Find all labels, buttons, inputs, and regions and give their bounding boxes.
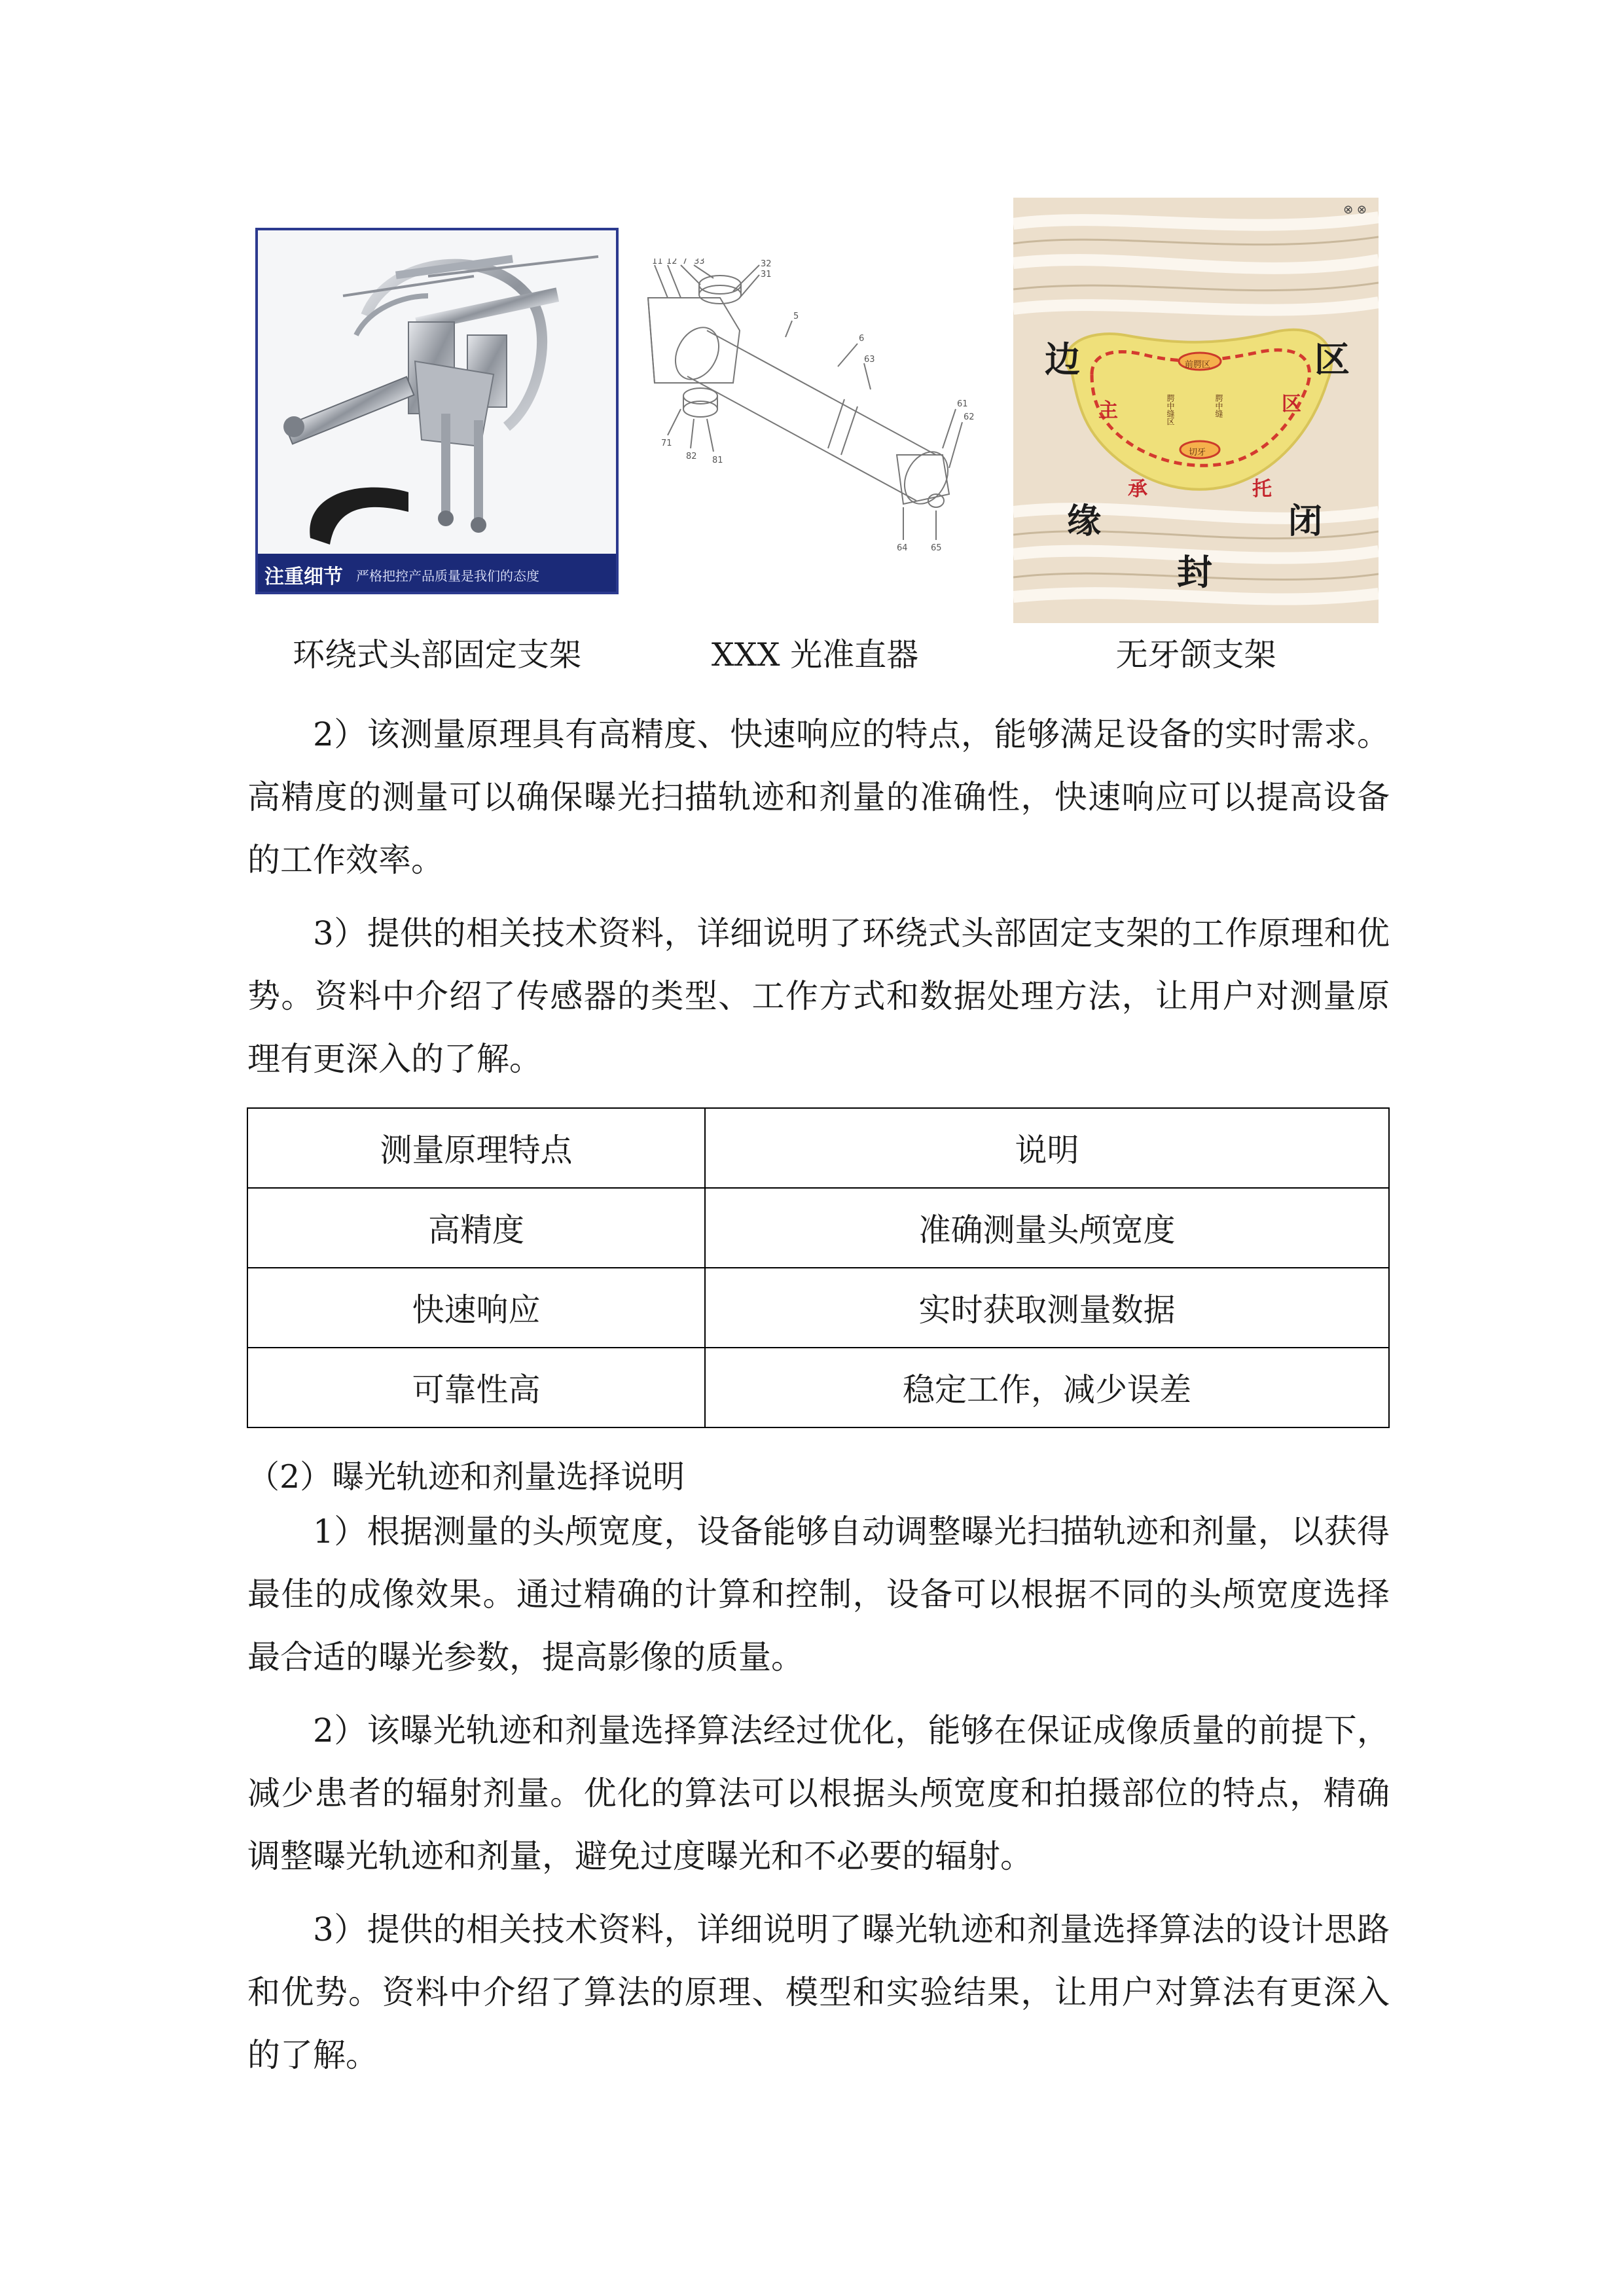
section-heading: （2）曝光轨迹和剂量选择说明 — [247, 1458, 685, 1496]
table-cell: 快速响应 — [247, 1268, 705, 1348]
callout-6: 6 — [859, 334, 865, 344]
paragraph-4: 2）该曝光轨迹和剂量选择算法经过优化，能够在保证成像质量的前提下，减少患者的辐射剂量。优化的算法可以根据头颅宽度和拍摄部位的特点，精确调整曝光轨迹和剂量，避免过度曝光和不必要的辐射。 — [247, 1712, 1390, 1875]
callout-33: 33 — [694, 259, 705, 266]
callout-62: 62 — [964, 412, 975, 422]
label-qu-right: 区 — [1314, 339, 1350, 380]
callout-61: 61 — [957, 399, 968, 409]
table-cell: 实时获取测量数据 — [705, 1268, 1389, 1348]
callout-32: 32 — [761, 259, 772, 269]
oval-label-front: 前腭区 — [1185, 360, 1211, 370]
table-cell: 稳定工作，减少误差 — [705, 1348, 1389, 1427]
caption-collimator: XXX 光准直器 — [711, 636, 919, 673]
label-qu-red: 区 — [1282, 393, 1301, 416]
paragraph-3: 1）根据测量的头颅宽度，设备能够自动调整曝光扫描轨迹和剂量，以获得最佳的成像效果。通过精确的计算和控制，设备可以根据不同的头颅宽度选择最合适的曝光参数，提高影像的质量。 — [247, 1513, 1390, 1676]
table-header-cell: 测量原理特点 — [247, 1108, 705, 1188]
banner-title: 注重细节 — [264, 565, 343, 588]
callout-31: 31 — [761, 270, 772, 279]
callout-71: 71 — [661, 439, 672, 448]
oval-label-incisor: 切牙 — [1189, 448, 1206, 457]
collimator-drawing — [628, 259, 1001, 566]
label-bian: 边 — [1045, 339, 1080, 380]
callout-82: 82 — [686, 452, 697, 461]
banner-text: 严格把控产品质量是我们的态度 — [356, 568, 539, 584]
table-row — [247, 1188, 1389, 1268]
head-frame-illustration — [258, 230, 616, 554]
callout-64: 64 — [897, 543, 908, 553]
label-bi: 闭 — [1288, 502, 1323, 541]
callout-81: 81 — [712, 456, 723, 465]
paragraph-2: 3）提供的相关技术资料，详细说明了环绕式头部固定支架的工作原理和优势。资料中介绍了传感器的类型、工作方式和数据处理方法，让用户对测量原理有更深入的了解。 — [247, 914, 1390, 1078]
label-tuo: 托 — [1252, 478, 1272, 501]
principle-table — [247, 1107, 1390, 1428]
palate-label-right: 腭中缝 — [1214, 394, 1223, 418]
table-cell: 高精度 — [247, 1188, 705, 1268]
label-yuan: 缘 — [1067, 502, 1102, 541]
label-feng: 封 — [1177, 552, 1212, 593]
table-row — [247, 1268, 1389, 1348]
table-cell: 准确测量头颅宽度 — [705, 1188, 1389, 1268]
image-banner — [258, 554, 616, 592]
label-cheng: 承 — [1128, 478, 1147, 501]
callout-11: 11 — [652, 259, 663, 266]
table-header-row — [247, 1108, 1389, 1188]
image-corner-icons: ⊗ ⊗ — [1343, 203, 1367, 217]
collimator-svg — [628, 259, 1001, 566]
callout-7: 7 — [682, 259, 688, 266]
palate-label-left: 腭中缝区 — [1166, 394, 1175, 425]
caption-jaw-support: 无牙颌支架 — [1115, 636, 1276, 673]
caption-head-frame: 环绕式头部固定支架 — [292, 636, 581, 673]
callout-5: 5 — [793, 312, 799, 321]
label-zhu: 主 — [1098, 399, 1118, 422]
edentulous-jaw-image — [1013, 198, 1379, 623]
paragraph-1: 2）该测量原理具有高精度、快速响应的特点，能够满足设备的实时需求。高精度的测量可以确保曝光扫描轨迹和剂量的准确性，快速响应可以提高设备的工作效率。 — [247, 715, 1390, 879]
callout-65: 65 — [931, 543, 942, 553]
callout-63: 63 — [864, 355, 875, 365]
table-row — [247, 1348, 1389, 1427]
callout-12: 12 — [666, 259, 677, 266]
paragraph-5: 3）提供的相关技术资料，详细说明了曝光轨迹和剂量选择算法的设计思路和优势。资料中介绍了算法的原理、模型和实验结果，让用户对算法有更深入的了解。 — [247, 1910, 1390, 2074]
head-frame-image — [255, 228, 619, 594]
table-header-cell: 说明 — [705, 1108, 1389, 1188]
table-cell: 可靠性高 — [247, 1348, 705, 1427]
